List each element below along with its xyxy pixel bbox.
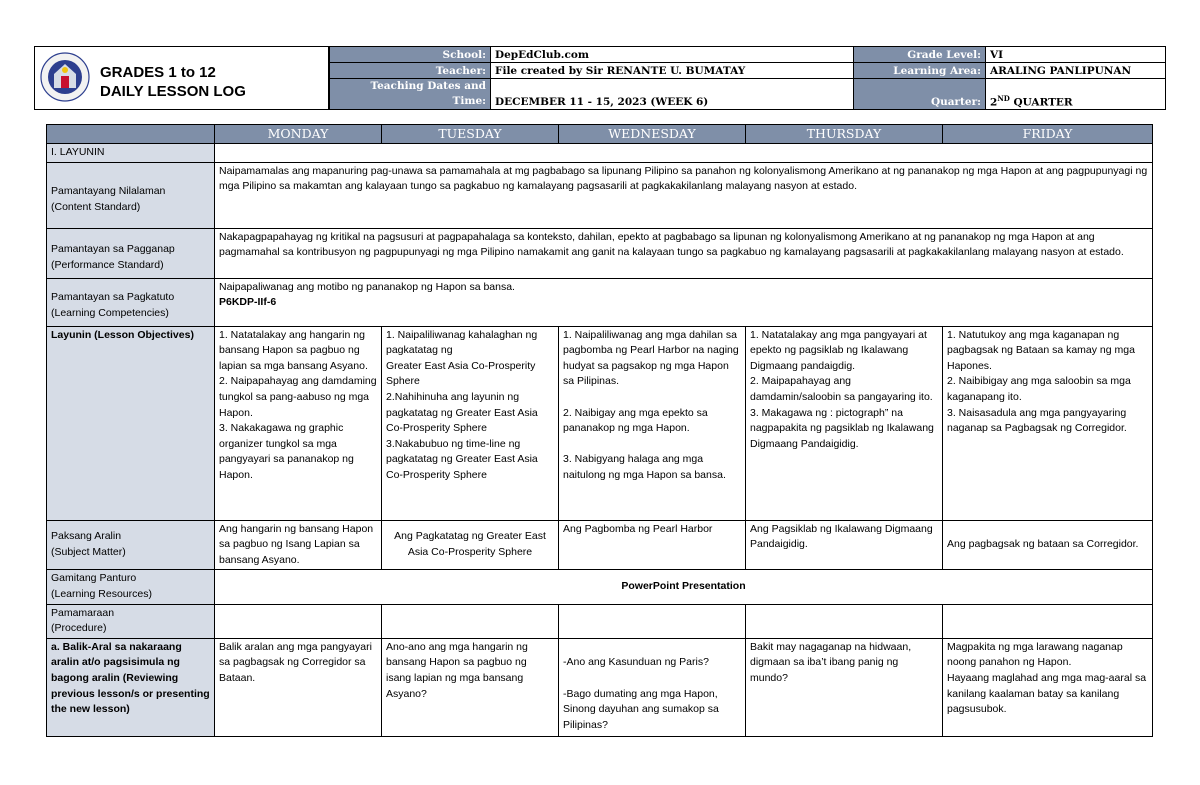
teacher-label: Teacher: bbox=[330, 63, 491, 79]
subject-thursday: Ang Pagsiklab ng Ikalawang Digmaang Pandaigidig. bbox=[746, 520, 943, 570]
subject-friday: Ang pagbagsak ng bataan sa Corregidor. bbox=[943, 520, 1153, 570]
table-row bbox=[47, 326, 1153, 520]
table-row bbox=[47, 162, 1153, 228]
dates-label-line-1: Teaching Dates and bbox=[370, 80, 486, 92]
deped-seal-icon bbox=[40, 52, 90, 102]
competency-code: P6KDP-IIf-6 bbox=[219, 296, 277, 309]
day-header-row bbox=[47, 125, 1153, 144]
school-label: School: bbox=[330, 47, 491, 63]
procedure-monday bbox=[215, 604, 382, 638]
review-thursday: Bakit may nagaganap na hidwaan, digmaan sa iba’t ibang panig ng mundo? bbox=[746, 638, 943, 736]
competencies-text: Naipapaliwanag ang motibo ng pananakop ng Hapon sa bansa. bbox=[219, 280, 515, 293]
objectives-label: Layunin (Lesson Objectives) bbox=[47, 326, 215, 520]
title-line-2: DAILY LESSON LOG bbox=[100, 83, 246, 100]
table-row bbox=[47, 604, 1153, 638]
procedure-thursday bbox=[746, 604, 943, 638]
day-header-monday: MONDAY bbox=[215, 125, 382, 144]
performance-standard-label: Pamantayan sa Pagganap (Performance Standard) bbox=[47, 228, 215, 278]
procedure-label: Pamamaraan (Procedure) bbox=[47, 604, 215, 638]
area-value: ARALING PANLIPUNAN bbox=[986, 63, 1166, 79]
review-friday: Magpakita ng mga larawang naganap noong panahon ng Hapon. Hayaang maglahad ang mga mag-aaral sa kanilang kaalaman batay sa kanilang pagsusubok. bbox=[943, 638, 1153, 736]
school-value: DepEdClub.com bbox=[491, 47, 854, 63]
quarter-word: QUARTER bbox=[1013, 96, 1073, 108]
day-header-friday: FRIDAY bbox=[943, 125, 1153, 144]
objectives-monday: 1. Natatalakay ang hangarin ng bansang Hapon sa pagbuo ng lapian sa mga bansang Asyano. 2. Naipapahayag ang damdaming tungkol sa pang-aabuso ng mga Hapon. 3. Nakakagawa ng graphic organizer tungkol sa mga pangyayari sa pananakop ng Hapon. bbox=[215, 326, 382, 520]
procedure-wednesday bbox=[559, 604, 746, 638]
review-wednesday: -Ano ang Kasunduan ng Paris? -Bago dumating ang mga Hapon, Sinong dayuhan ang sumakop sa Pilipinas? bbox=[559, 638, 746, 736]
review-label: a. Balik-Aral sa nakaraang aralin at/o pagsisimula ng bagong aralin (Reviewing previous lesson/s or presenting the new lesson) bbox=[47, 638, 215, 736]
layunin-blank bbox=[215, 144, 1153, 163]
lesson-log-table bbox=[46, 124, 1153, 737]
performance-standard-text: Nakapagpapahayag ng kritikal na pagsusuri at pagpapahalaga sa konteksto, dahilan, epekto at pagbabago sa lipunan ng kolonyalismong Amerikano at ng pananakop ng mga Hapon at ang pagmamahal sa kontribusyon ng pagpupunyagi ng mga Pilipino namakamit ang ganit na kalayaan tungo sa pagkabuo ng kamalayang pagsasarili at pagkakakilanlang malayang nasyon at estado. bbox=[215, 228, 1153, 278]
content-standard-text: Naipamamalas ang mapanuring pag-unawa sa pamamahala at mg pagbabago sa lipunang Pilipino sa panahon ng kolonyalismong Amerikano at ng pananakop ng mga Hapon at ang pagpupunyagi ng mga Pilipino sa makamtan ang kalayaan tungo sa pagkabuo ng kamalayang pagsasarili at pagkakakilanlang malayang nasyon at estado. bbox=[215, 162, 1153, 228]
review-tuesday: Ano-ano ang mga hangarin ng bansang Hapon sa pagbuo ng isang lapian ng mga bansang Asyano? bbox=[382, 638, 559, 736]
table-row bbox=[47, 570, 1153, 604]
procedure-friday bbox=[943, 604, 1153, 638]
dates-value: DECEMBER 11 - 15, 2023 (WEEK 6) bbox=[491, 79, 854, 110]
quarter-value bbox=[986, 79, 1166, 110]
title-line-1: GRADES 1 to 12 bbox=[100, 64, 216, 81]
corner-cell bbox=[47, 125, 215, 144]
content-standard-label: Pamantayang Nilalaman (Content Standard) bbox=[47, 162, 215, 228]
header-info-table bbox=[329, 46, 1166, 110]
teacher-value: File created by Sir RENANTE U. BUMATAY bbox=[491, 63, 854, 79]
grade-label: Grade Level: bbox=[854, 47, 986, 63]
subject-tuesday: Ang Pagkatatag ng Greater East Asia Co-Prosperity Sphere bbox=[382, 520, 559, 570]
document-title bbox=[100, 63, 246, 101]
day-header-wednesday: WEDNESDAY bbox=[559, 125, 746, 144]
subject-wednesday: Ang Pagbomba ng Pearl Harbor bbox=[559, 520, 746, 570]
learning-resources-text: PowerPoint Presentation bbox=[215, 570, 1153, 604]
learning-resources-label: Gamitang Panturo (Learning Resources) bbox=[47, 570, 215, 604]
quarter-label: Quarter: bbox=[854, 79, 986, 110]
competencies-label: Pamantayan sa Pagkatuto (Learning Competencies) bbox=[47, 278, 215, 326]
review-monday: Balik aralan ang mga pangyayari sa pagbagsak ng Corregidor sa Bataan. bbox=[215, 638, 382, 736]
competencies-cell bbox=[215, 278, 1153, 326]
table-row bbox=[47, 278, 1153, 326]
day-header-thursday: THURSDAY bbox=[746, 125, 943, 144]
table-row bbox=[47, 228, 1153, 278]
grade-value: VI bbox=[986, 47, 1166, 63]
objectives-tuesday: 1. Naipaliliwanag kahalaghan ng pagkatatag ng Greater East Asia Co-Prosperity Sphere 2.Nahihinuha ang layunin ng pagkatatag ng Greater East Asia Co-Prosperity Sphere 3.Nakabubuo ng time-line ng pagkatatag ng Greater East Asia Co-Prosperity Sphere bbox=[382, 326, 559, 520]
table-row bbox=[47, 144, 1153, 163]
table-row bbox=[47, 638, 1153, 736]
objectives-friday: 1. Natutukoy ang mga kaganapan ng pagbagsak ng Bataan sa kamay ng mga Hapones. 2. Naibibigay ang mga saloobin sa mga kaganapang ito. 3. Naisasadula ang mga pangyayaring naganap sa Pagbagsak ng Corregidor. bbox=[943, 326, 1153, 520]
subject-matter-label: Paksang Aralin (Subject Matter) bbox=[47, 520, 215, 570]
dates-label bbox=[330, 79, 491, 110]
layunin-header: I. LAYUNIN bbox=[47, 144, 215, 163]
procedure-tuesday bbox=[382, 604, 559, 638]
subject-monday: Ang hangarin ng bansang Hapon sa pagbuo ng Isang Lapian sa bansang Asyano. bbox=[215, 520, 382, 570]
objectives-thursday: 1. Natatalakay ang mga pangyayari at epekto ng pagsiklab ng Ikalawang Digmaang pandaigdig. 2. Maipapahayag ang damdamin/saloobin sa pangayaring ito. 3. Makagawa ng : pictograph” na nagpapakita ng pagsiklab ng Ikalawang Digmaang Pandaigidig. bbox=[746, 326, 943, 520]
dates-label-line-2: Time: bbox=[452, 95, 486, 107]
area-label: Learning Area: bbox=[854, 63, 986, 79]
day-header-tuesday: TUESDAY bbox=[382, 125, 559, 144]
quarter-number: 2 bbox=[990, 96, 998, 108]
quarter-suffix: ND bbox=[997, 93, 1010, 103]
objectives-wednesday: 1. Naipaliliwanag ang mga dahilan sa pagbomba ng Pearl Harbor na naging hudyat sa pagsakop ng mga Hapon sa Pilipinas. 2. Naibigay ang mga epekto sa pananakop ng mga Hapon. 3. Nabigyang halaga ang mga naitulong ng mga Hapon sa bansa. bbox=[559, 326, 746, 520]
table-row bbox=[47, 520, 1153, 570]
